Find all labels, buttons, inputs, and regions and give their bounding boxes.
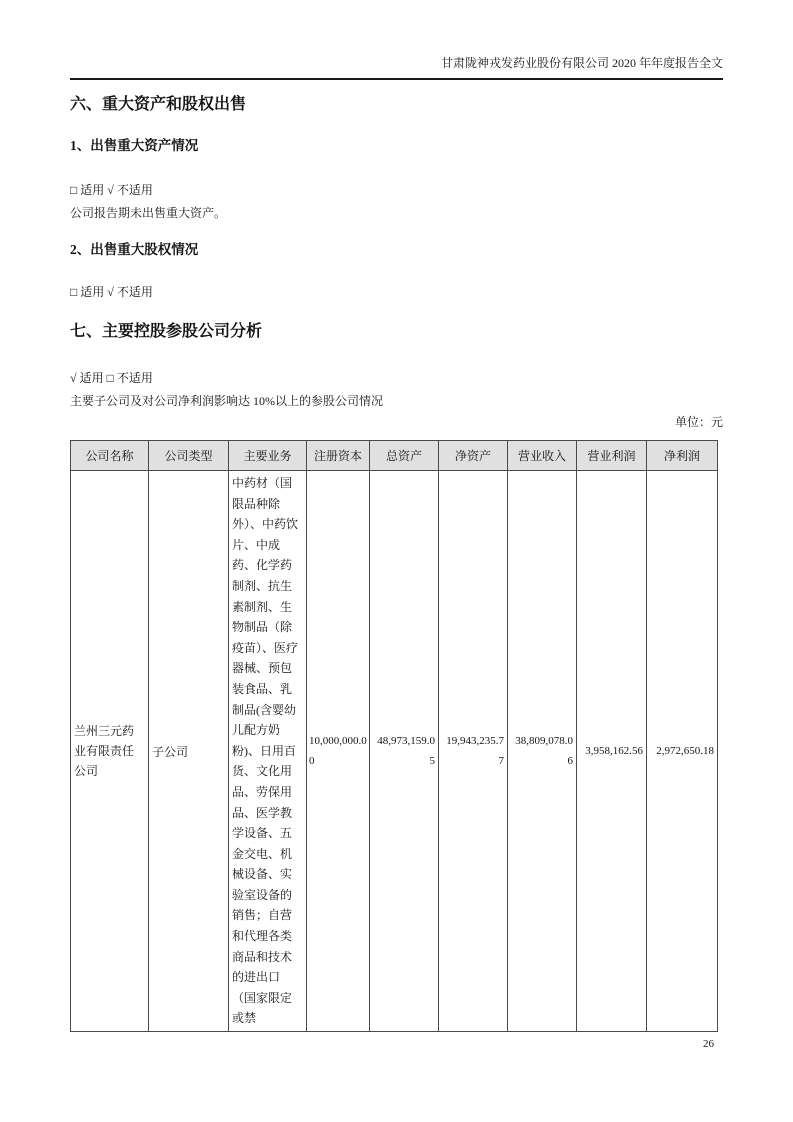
cell-total-assets: 48,973,159.05 [370,471,439,1032]
table-row [71,471,718,1032]
col-header-net-assets: 净资产 [439,441,508,471]
col-header-company-name: 公司名称 [71,441,149,471]
unit-label: 单位：元 [674,415,723,429]
col-header-registered-capital: 注册资本 [307,441,370,471]
page-number: 26 [703,1038,714,1050]
subsidiaries-table [70,440,718,1032]
table-header-row [71,441,718,471]
col-header-revenue: 营业收入 [508,441,577,471]
col-header-main-business: 主要业务 [229,441,307,471]
applicability-line-equity-sale: □ 适用 √ 不适用 [70,285,153,299]
col-header-total-assets: 总资产 [370,441,439,471]
subsidiaries-intro-line: 主要子公司及对公司净利润影响达 10%以上的参股公司情况 [70,394,383,408]
no-asset-sale-note: 公司报告期未出售重大资产。 [70,206,227,220]
section-7-heading: 七、主要控股参股公司分析 [70,323,263,340]
cell-net-profit: 2,972,650.18 [647,471,718,1032]
col-header-company-type: 公司类型 [149,441,229,471]
cell-main-business: 中药材（国限品种除外）、中药饮片、中成药、化学药制剂、抗生素制剂、生物制品（除疫苗）、医疗器械、预包装食品、乳制品(含婴幼儿配方奶粉)、日用百货、文化用品、劳保用品、医学教学设备、五金交电、机械设备、实验室设备的销售；自营和代理各类商品和技术的进出口（国家限定或禁 [229,471,307,1032]
applicability-line-asset-sale: □ 适用 √ 不适用 [70,183,153,197]
section-6-2-heading: 2、出售重大股权情况 [70,242,199,257]
col-header-operating-profit: 营业利润 [577,441,647,471]
document-header-title: 甘肃陇神戎发药业股份有限公司 2020 年年度报告全文 [70,56,723,80]
applicability-line-subsidiaries: √ 适用 □ 不适用 [70,371,153,385]
cell-revenue: 38,809,078.06 [508,471,577,1032]
section-6-heading: 六、重大资产和股权出售 [70,96,247,113]
cell-operating-profit: 3,958,162.56 [577,471,647,1032]
cell-registered-capital: 10,000,000.00 [307,471,370,1032]
cell-company-name: 兰州三元药业有限责任公司 [71,471,149,1032]
cell-net-assets: 19,943,235.77 [439,471,508,1032]
col-header-net-profit: 净利润 [647,441,718,471]
section-6-1-heading: 1、出售重大资产情况 [70,138,199,153]
page-content [70,56,723,1032]
cell-company-type: 子公司 [149,471,229,1032]
